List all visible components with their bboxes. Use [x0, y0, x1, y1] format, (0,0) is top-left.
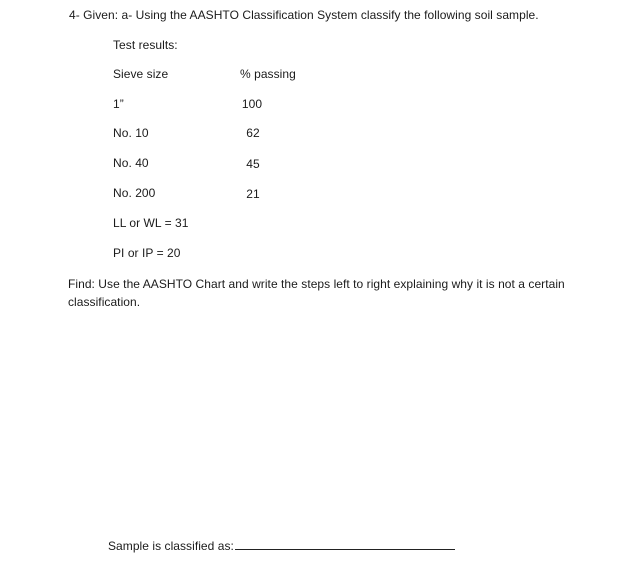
percent-passing-cell: 21	[246, 187, 260, 201]
find-instruction-line-1: Find: Use the AASHTO Chart and write the steps left to right explaining why it is not a certain	[68, 277, 565, 291]
question-heading: 4- Given: a- Using the AASHTO Classification System classify the following soil sample.	[69, 8, 539, 22]
percent-passing-cell: 100	[241, 97, 263, 111]
test-results-label: Test results:	[113, 38, 178, 52]
sieve-size-cell: No. 10	[113, 126, 149, 140]
percent-passing-cell: 45	[246, 157, 260, 171]
sieve-size-header: Sieve size	[113, 67, 169, 81]
percent-passing-header: % passing	[240, 67, 296, 81]
answer-blank[interactable]	[235, 536, 455, 550]
sieve-size-cell: No. 200	[113, 186, 156, 200]
percent-passing-cell: 62	[246, 126, 260, 140]
find-instruction-line-2: classification.	[68, 295, 141, 309]
sieve-size-cell: 1”	[113, 97, 124, 111]
answer-label: Sample is classified as:	[108, 539, 234, 553]
sieve-size-cell: No. 40	[113, 156, 149, 170]
answer-line	[108, 536, 455, 554]
plasticity-index: PI or IP = 20	[113, 246, 181, 260]
liquid-limit: LL or WL = 31	[113, 216, 189, 230]
